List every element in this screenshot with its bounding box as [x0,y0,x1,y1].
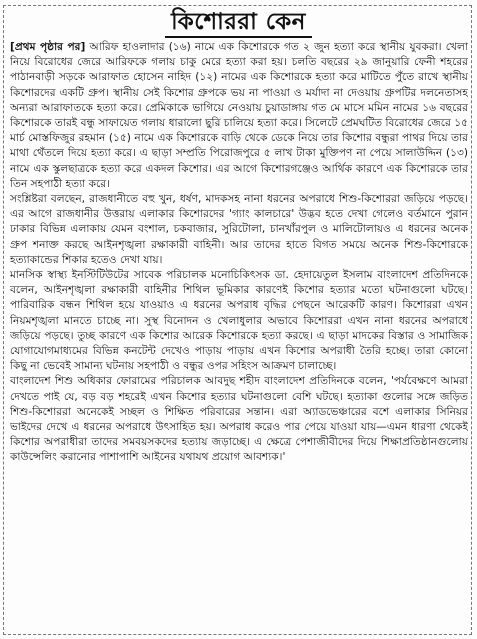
paragraph-1-text: আরিফ হাওলাদার (১৬) নামে এক কিশোরকে গত ২ জুন হত্যা করে স্থানীয় যুবকরা। খেলা নিয়ে বিরোধের জেরে আরিফকে গলায় চাকু মেরে হত্যা করা হয়। চলতি বছরের ২৯ জানুয়ারি ফেনী শহরের পাঠানবাড়ী সড়কে আরাফাত হোসেন নাহিদ (১২) নামের এক কিশোরকে হত্যা করে মাটিতে পুঁতে রাখে স্থানীয় কিশোরদের একটি গ্রুপ। স্থানীয় সেই কিশোর গ্রুপকে ভয় না পাওয়া ও মর্যাদা না দেওয়ায় গ্রুপটির দলনেতাসহ অন্যরা আরাফাতকে হত্যা করে। প্রেমিকাকে ভাগিয়ে নেওয়ায় চুয়াডাঙ্গায় গত মে মাসে মমিন নামের ১৬ বছরের কিশোরকে তারই বন্ধু সাফায়েত গলায় ধারালো ছুরি চালিয়ে হত্যা করে। সিলেটে প্রেমঘটিত বিরোধের জেরে ১৫ মার্চ মোস্তফিজুর রহমান (১৫) নামে এক কিশোরকে বাড়ি থেকে ডেকে নিয়ে তার কিশোর বন্ধুরা পাথর দিয়ে তার মাথা থেঁতলে দিয়ে হত্যা করে। এ ছাড়া সম্প্রতি পিরোজপুরে ৫ লাখ টাকা মুক্তিপণ না পেয়ে সালাউদ্দিন (১৩) নামে এক স্কুলছাত্রকে হত্যা করে একদল কিশোর। এর আগে কিশোরগঞ্জেও আর্থিক কারণে এক কিশোরকে তার তিন সহপাঠী হত্যা করে। [10,41,468,190]
headline-container [0,8,477,38]
paragraph-3: মানসিক স্বাস্থ্য ইনস্টিটিউটের সাবেক পরিচালক মনোচিকিৎসক ডা. হেদায়েতুল ইসলাম বাংলাদেশ প্রতিদিনকে বলেন, আইনশৃঙ্খলা রক্ষাকারী বাহিনীর শিথিল ভূমিকার কারণেই কিশোর হত্যার মতো ঘটনাগুলো ঘটছে। পারিবারিক বন্ধন শিথিল হয়ে যাওয়াও এ ধরনের অপরাধ বৃদ্ধির পেছনে আরেকটি কারণ। কিশোররা এখন নিয়মশৃঙ্খলা মানতে চাচ্ছে না। সুস্থ বিনোদন ও খেলাধুলার অভাবে কিশোররা এখন নানা ধরনের অপরাধে জড়িয়ে পড়ছে। তুচ্ছ কারণে এক কিশোর আরেক কিশোরকে হত্যা করছে। এ ছাড়া মাদকের বিস্তার ও সামাজিক যোগাযোগমাধ্যমের বিভিন্ন কনটেন্ট দেখেও পাড়ায় পাড়ায় এখন কিশোর অপরাধী তৈরি হচ্ছে। তারা কোনো কিছু না ভেবেই সামান্য ঘটনায় সহপাঠী ও বন্ধুর ওপর সহিংস আক্রমণ চালাচ্ছে। [10,269,468,373]
paragraph-4: বাংলাদেশ শিশু অধিকার ফোরামের পরিচালক আবদুছ শহীদ বাংলাদেশ প্রতিদিনকে বলেন, 'পর্যবেক্ষণে আমরা দেখতে পাই যে, বড় বড় শহরেই এখন কিশোর হত্যার ঘটনাগুলো বেশি ঘটছে। হত্যাকা গুলোর সঙ্গে জড়িত শিশু-কিশোররা অনেকেই সচ্ছল ও শিক্ষিত পরিবারের সন্তান। এরা অ্যাডভেঞ্চারের বশে এলাকার সিনিয়র ভাইদের দেখে এ ধরনের অপরাধে উৎসাহিত হয়। অপরাধ করেও পার পেয়ে যাওয়া যায়—এমন ধারণা থেকেই কিশোর অপরাধীরা তাদের সমবয়সকদের হত্যায় জড়াচ্ছে। এ ক্ষেত্রে পেশাজীবীদের দিয়ে শিক্ষাপ্রতিষ্ঠানগুলোয় কাউন্সেলিং করানোর পাশাপাশি আইনের যথাযথ প্রয়োগ আবশ্যক।' [10,375,468,464]
paragraph-2: সংশ্লিষ্টরা বলছেন, রাজধানীতে বহু খুন, ধর্ষণ, মাদকসহ নানা ধরনের অপরাধে শিশু-কিশোররা জড়িয়ে পড়ছে। এর আগে রাজধানীর উত্তরায় এলাকার কিশোরদের 'গ্যাং কালচারে' উদ্ভব হতে দেখা গেলেও বর্তমানে পুরান ঢাকার বিভিন্ন এলাকায় যেমন বংশাল, চকবাজার, সুরিটোলা, চানখাঁরপুল ও মালিটোলায়ও এ ধরনের অনেক গ্রুপ শনাক্ত করছে আইনশৃঙ্খলা রক্ষাকারী বাহিনী। আর তাদের হাতে বিগত সময়ে অনেক শিশু-কিশোরকে হত্যাকান্ডের শিকার হতেও দেখা যায়। [10,193,468,266]
article-body [10,40,468,632]
continuation-tag: [প্রথম পৃষ্ঠার পর] [10,41,86,53]
paragraph-1 [10,40,468,192]
headline: কিশোররা কেন [165,8,312,38]
